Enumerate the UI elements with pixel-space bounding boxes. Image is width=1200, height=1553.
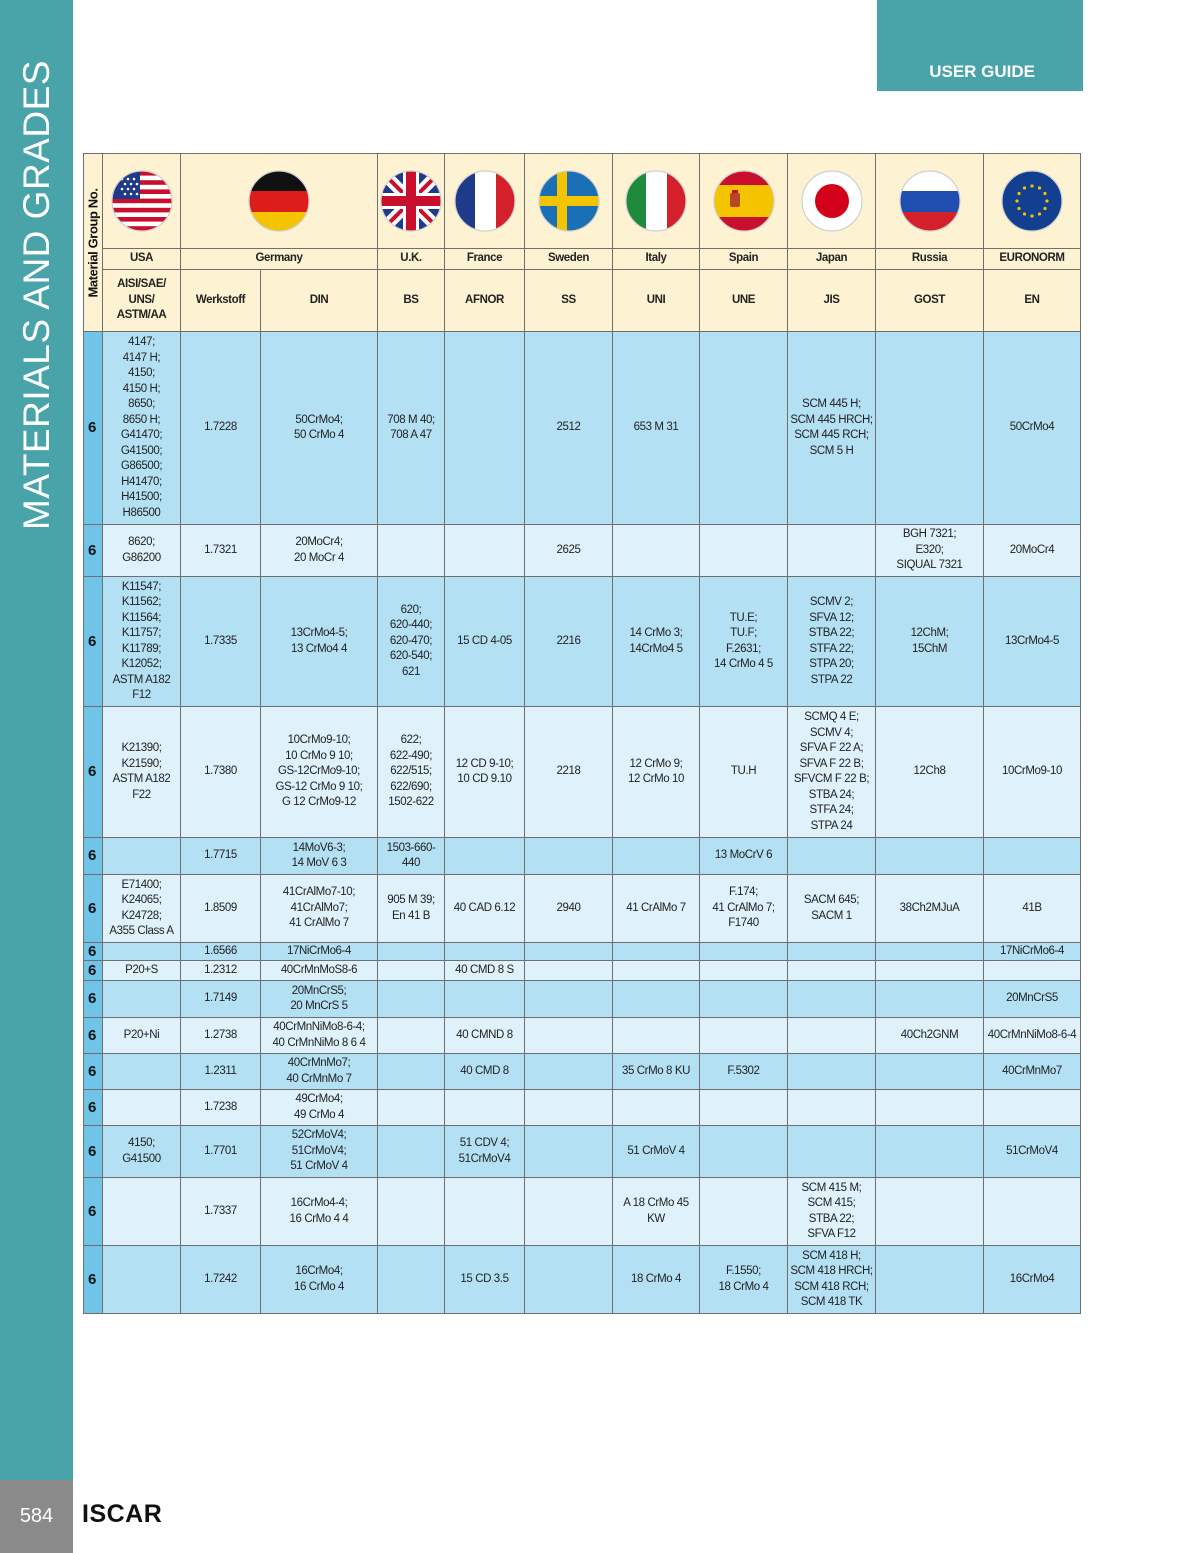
iscar-logo: ISCAR	[82, 1500, 163, 1528]
standard-din: DIN	[261, 270, 378, 332]
cell-bs: 905 M 39; En 41 B	[378, 875, 445, 943]
cell-bs	[378, 525, 445, 577]
cell-ss: 2940	[525, 875, 613, 943]
cell-gost: 12ChM; 15ChM	[876, 577, 984, 707]
cell-usa: P20+Ni	[103, 1018, 181, 1054]
cell-une: 13 MoCrV 6	[700, 838, 788, 875]
table-row	[84, 1178, 1081, 1246]
cell-usa	[103, 1246, 181, 1314]
cell-en: 40CrMnMo7	[984, 1054, 1081, 1090]
cell-en: 17NiCrMo6-4	[984, 943, 1081, 961]
cell-din: 49CrMo4; 49 CrMo 4	[261, 1090, 378, 1126]
cell-uni	[613, 961, 700, 981]
cell-une: TU.H	[700, 707, 788, 838]
cell-usa	[103, 943, 181, 961]
cell-gost	[876, 1090, 984, 1126]
cell-en: 41B	[984, 875, 1081, 943]
cell-usa	[103, 981, 181, 1018]
cell-ss	[525, 838, 613, 875]
cell-uni: 35 CrMo 8 KU	[613, 1054, 700, 1090]
cell-en: 50CrMo4	[984, 332, 1081, 525]
cell-une	[700, 1178, 788, 1246]
country-japan: Japan	[788, 249, 876, 270]
standard-une: UNE	[700, 270, 788, 332]
spain-flag-icon	[712, 169, 776, 233]
cell-jis: SCM 415 M; SCM 415; STBA 22; SFVA F12	[788, 1178, 876, 1246]
cell-une	[700, 1018, 788, 1054]
country-italy: Italy	[613, 249, 700, 270]
table-row	[84, 707, 1081, 838]
side-title: MATERIALS AND GRADES	[16, 60, 57, 530]
cell-afnor	[445, 943, 525, 961]
cell-din: 14MoV6-3; 14 MoV 6 3	[261, 838, 378, 875]
cell-bs	[378, 1054, 445, 1090]
cell-din: 52CrMoV4; 51CrMoV4; 51 CrMoV 4	[261, 1126, 378, 1178]
cell-gost	[876, 1178, 984, 1246]
cell-ss: 2218	[525, 707, 613, 838]
cell-din: 16CrMo4; 16 CrMo 4	[261, 1246, 378, 1314]
cell-jis: SCMQ 4 E; SCMV 4; SFVA F 22 A; SFVA F 22 B; SFVCM F 22 B; STBA 24; STFA 24; STPA 24	[788, 707, 876, 838]
standard-usa-label: AISI/SAE/ UNS/ ASTM/AA	[116, 278, 167, 322]
table-row	[84, 943, 1081, 961]
cell-ss	[525, 961, 613, 981]
table-row	[84, 981, 1081, 1018]
material-group-cell: 6	[84, 1178, 103, 1246]
cell-ss	[525, 943, 613, 961]
cell-werkstoff: 1.7701	[181, 1126, 261, 1178]
cell-gost	[876, 981, 984, 1018]
cell-uni	[613, 525, 700, 577]
cell-bs	[378, 1090, 445, 1126]
flag-cell-russia	[876, 154, 984, 249]
cell-en: 20MoCr4	[984, 525, 1081, 577]
grade-rows	[84, 332, 1081, 1314]
cell-afnor: 12 CD 9-10; 10 CD 9.10	[445, 707, 525, 838]
cell-ss: 2512	[525, 332, 613, 525]
country-russia: Russia	[876, 249, 984, 270]
cell-jis	[788, 838, 876, 875]
cell-gost	[876, 1054, 984, 1090]
cell-uni	[613, 981, 700, 1018]
country-france: France	[445, 249, 525, 270]
cell-werkstoff: 1.7715	[181, 838, 261, 875]
cell-werkstoff: 1.2312	[181, 961, 261, 981]
cell-afnor: 40 CAD 6.12	[445, 875, 525, 943]
cell-jis: SCM 418 H; SCM 418 HRCH; SCM 418 RCH; SCM 418 TK	[788, 1246, 876, 1314]
cell-ss	[525, 1126, 613, 1178]
user-guide-tab[interactable]	[877, 0, 1083, 91]
table-row	[84, 1054, 1081, 1090]
cell-bs	[378, 1126, 445, 1178]
table-row	[84, 838, 1081, 875]
cell-ss: 2625	[525, 525, 613, 577]
cell-din: 50CrMo4; 50 CrMo 4	[261, 332, 378, 525]
cell-uni	[613, 943, 700, 961]
cell-uni	[613, 1090, 700, 1126]
cell-jis	[788, 1090, 876, 1126]
cell-jis	[788, 1018, 876, 1054]
standard-uni: UNI	[613, 270, 700, 332]
cell-uni: 51 CrMoV 4	[613, 1126, 700, 1178]
flag-cell-usa	[103, 154, 181, 249]
cell-afnor	[445, 838, 525, 875]
cell-jis	[788, 1126, 876, 1178]
cell-gost	[876, 1246, 984, 1314]
russia-flag-icon	[898, 169, 962, 233]
cell-uni: 14 CrMo 3; 14CrMo4 5	[613, 577, 700, 707]
cell-afnor	[445, 525, 525, 577]
cell-ss	[525, 1246, 613, 1314]
country-uk: U.K.	[378, 249, 445, 270]
cell-jis: SCM 445 H; SCM 445 HRCH; SCM 445 RCH; SCM 5 H	[788, 332, 876, 525]
material-group-cell: 6	[84, 1246, 103, 1314]
cell-en: 20MnCrS5	[984, 981, 1081, 1018]
cell-usa: K11547; K11562; K11564; K11757; K11789; K12052; ASTM A182 F12	[103, 577, 181, 707]
cell-gost: BGH 7321; E320; SIQUAL 7321	[876, 525, 984, 577]
cell-werkstoff: 1.7242	[181, 1246, 261, 1314]
material-group-cell: 6	[84, 577, 103, 707]
cell-din: 17NiCrMo6-4	[261, 943, 378, 961]
cell-bs: 622; 622-490; 622/515; 622/690; 1502-622	[378, 707, 445, 838]
table-row	[84, 577, 1081, 707]
cell-une	[700, 961, 788, 981]
cell-jis	[788, 981, 876, 1018]
cell-bs	[378, 981, 445, 1018]
cell-werkstoff: 1.7149	[181, 981, 261, 1018]
cell-uni: 41 CrAlMo 7	[613, 875, 700, 943]
cell-jis: SACM 645; SACM 1	[788, 875, 876, 943]
eu-flag-icon	[1000, 169, 1064, 233]
cell-en	[984, 961, 1081, 981]
cell-bs	[378, 1018, 445, 1054]
table-row	[84, 1246, 1081, 1314]
flag-cell-germany	[181, 154, 378, 249]
cell-din: 20MnCrS5; 20 MnCrS 5	[261, 981, 378, 1018]
cell-usa: 4150; G41500	[103, 1126, 181, 1178]
cell-bs	[378, 1178, 445, 1246]
material-group-cell: 6	[84, 943, 103, 961]
flag-cell-italy	[613, 154, 700, 249]
cell-en: 51CrMoV4	[984, 1126, 1081, 1178]
cell-gost	[876, 838, 984, 875]
standard-werkstoff: Werkstoff	[181, 270, 261, 332]
cell-une	[700, 525, 788, 577]
cell-en	[984, 1178, 1081, 1246]
cell-afnor: 40 CMD 8 S	[445, 961, 525, 981]
table-row	[84, 961, 1081, 981]
cell-afnor: 15 CD 4-05	[445, 577, 525, 707]
cell-werkstoff: 1.7321	[181, 525, 261, 577]
standard-en: EN	[984, 270, 1081, 332]
table-row	[84, 875, 1081, 943]
table-row	[84, 1090, 1081, 1126]
cell-werkstoff: 1.7228	[181, 332, 261, 525]
cell-afnor	[445, 332, 525, 525]
cell-ss	[525, 981, 613, 1018]
cell-din: 16CrMo4-4; 16 CrMo 4 4	[261, 1178, 378, 1246]
cell-gost	[876, 943, 984, 961]
cell-gost	[876, 1126, 984, 1178]
country-sweden: Sweden	[525, 249, 613, 270]
cell-afnor	[445, 981, 525, 1018]
cell-uni: A 18 CrMo 45 KW	[613, 1178, 700, 1246]
cell-din: 40CrMnMoS8-6	[261, 961, 378, 981]
germany-flag-icon	[247, 169, 311, 233]
cell-werkstoff: 1.2311	[181, 1054, 261, 1090]
cell-une	[700, 943, 788, 961]
cell-en: 40CrMnNiMo8-6-4	[984, 1018, 1081, 1054]
cell-une: F.1550; 18 CrMo 4	[700, 1246, 788, 1314]
cell-afnor: 40 CMD 8	[445, 1054, 525, 1090]
cell-din: 41CrAlMo7-10; 41CrAlMo7; 41 CrAlMo 7	[261, 875, 378, 943]
cell-werkstoff: 1.7238	[181, 1090, 261, 1126]
cell-bs: 1503-660- 440	[378, 838, 445, 875]
cell-une: F.174; 41 CrAlMo 7; F1740	[700, 875, 788, 943]
page-number: 584	[0, 1480, 73, 1553]
cell-din: 10CrMo9-10; 10 CrMo 9 10; GS-12CrMo9-10; GS-12 CrMo 9 10; G 12 CrMo9-12	[261, 707, 378, 838]
material-group-cell: 6	[84, 981, 103, 1018]
cell-gost	[876, 961, 984, 981]
cell-werkstoff: 1.7335	[181, 577, 261, 707]
flag-cell-france	[445, 154, 525, 249]
cell-ss	[525, 1090, 613, 1126]
flag-cell-euronorm	[984, 154, 1081, 249]
cell-une: F.5302	[700, 1054, 788, 1090]
cell-afnor: 15 CD 3.5	[445, 1246, 525, 1314]
cell-din: 20MoCr4; 20 MoCr 4	[261, 525, 378, 577]
cell-jis	[788, 943, 876, 961]
cell-werkstoff: 1.7337	[181, 1178, 261, 1246]
cell-uni: 18 CrMo 4	[613, 1246, 700, 1314]
cell-usa: P20+S	[103, 961, 181, 981]
cell-ss: 2216	[525, 577, 613, 707]
cell-en: 13CrMo4-5	[984, 577, 1081, 707]
cell-usa	[103, 1178, 181, 1246]
material-group-cell: 6	[84, 1018, 103, 1054]
standard-bs: BS	[378, 270, 445, 332]
cell-en	[984, 838, 1081, 875]
cell-en: 10CrMo9-10	[984, 707, 1081, 838]
france-flag-icon	[453, 169, 517, 233]
table-row	[84, 332, 1081, 525]
cell-gost	[876, 332, 984, 525]
flag-cell-uk	[378, 154, 445, 249]
cell-din: 40CrMnMo7; 40 CrMnMo 7	[261, 1054, 378, 1090]
material-group-cell: 6	[84, 1090, 103, 1126]
cell-usa: E71400; K24065; K24728; A355 Class A	[103, 875, 181, 943]
cell-usa: K21390; K21590; ASTM A182 F22	[103, 707, 181, 838]
japan-flag-icon	[800, 169, 864, 233]
cell-ss	[525, 1178, 613, 1246]
cell-uni	[613, 838, 700, 875]
material-group-cell: 6	[84, 838, 103, 875]
cell-une: TU.E; TU.F; F.2631; 14 CrMo 4 5	[700, 577, 788, 707]
sweden-flag-icon	[537, 169, 601, 233]
flag-cell-sweden	[525, 154, 613, 249]
user-guide-label: USER GUIDE	[929, 62, 1035, 81]
material-group-cell: 6	[84, 707, 103, 838]
cell-uni	[613, 1018, 700, 1054]
cell-une	[700, 1126, 788, 1178]
material-group-header-label: Material Group No.	[85, 187, 101, 298]
cell-afnor	[445, 1090, 525, 1126]
cell-din: 40CrMnNiMo8-6-4; 40 CrMnNiMo 8 6 4	[261, 1018, 378, 1054]
cell-werkstoff: 1.7380	[181, 707, 261, 838]
flag-cell-japan	[788, 154, 876, 249]
standard-usa	[103, 270, 181, 332]
cell-usa	[103, 1090, 181, 1126]
cell-usa: 4147; 4147 H; 4150; 4150 H; 8650; 8650 H; G41470; G41500; G86500; H41470; H41500; H86500	[103, 332, 181, 525]
cell-uni: 12 CrMo 9; 12 CrMo 10	[613, 707, 700, 838]
cell-uni: 653 M 31	[613, 332, 700, 525]
cell-bs: 620; 620-440; 620-470; 620-540; 621	[378, 577, 445, 707]
italy-flag-icon	[624, 169, 688, 233]
cell-ss	[525, 1054, 613, 1090]
cell-ss	[525, 1018, 613, 1054]
country-germany: Germany	[181, 249, 378, 270]
cell-une	[700, 981, 788, 1018]
table-row	[84, 1126, 1081, 1178]
cell-jis	[788, 961, 876, 981]
country-euronorm: EURONORM	[984, 249, 1081, 270]
cell-werkstoff: 1.8509	[181, 875, 261, 943]
table-row	[84, 525, 1081, 577]
table-row	[84, 1018, 1081, 1054]
cell-gost: 38Ch2MJuA	[876, 875, 984, 943]
standard-jis: JIS	[788, 270, 876, 332]
flag-cell-spain	[700, 154, 788, 249]
material-group-cell: 6	[84, 961, 103, 981]
uk-flag-icon	[379, 169, 443, 233]
cell-usa	[103, 838, 181, 875]
country-usa: USA	[103, 249, 181, 270]
material-group-cell: 6	[84, 1126, 103, 1178]
standard-afnor: AFNOR	[445, 270, 525, 332]
materials-grades-table	[83, 153, 1081, 1314]
cell-une	[700, 1090, 788, 1126]
cell-afnor	[445, 1178, 525, 1246]
cell-gost: 12Ch8	[876, 707, 984, 838]
standard-ss: SS	[525, 270, 613, 332]
cell-werkstoff: 1.2738	[181, 1018, 261, 1054]
cell-jis	[788, 1054, 876, 1090]
cell-une	[700, 332, 788, 525]
cell-afnor: 51 CDV 4; 51CrMoV4	[445, 1126, 525, 1178]
cell-en: 16CrMo4	[984, 1246, 1081, 1314]
material-group-header	[84, 154, 103, 332]
cell-gost: 40Ch2GNM	[876, 1018, 984, 1054]
cell-jis: SCMV 2; SFVA 12; STBA 22; STFA 22; STPA 20; STPA 22	[788, 577, 876, 707]
cell-afnor: 40 CMND 8	[445, 1018, 525, 1054]
cell-din: 13CrMo4-5; 13 CrMo4 4	[261, 577, 378, 707]
usa-flag-icon	[110, 169, 174, 233]
country-spain: Spain	[700, 249, 788, 270]
cell-bs	[378, 1246, 445, 1314]
cell-bs	[378, 961, 445, 981]
material-group-cell: 6	[84, 1054, 103, 1090]
material-group-cell: 6	[84, 525, 103, 577]
standard-gost: GOST	[876, 270, 984, 332]
cell-werkstoff: 1.6566	[181, 943, 261, 961]
cell-bs: 708 M 40; 708 A 47	[378, 332, 445, 525]
cell-usa: 8620; G86200	[103, 525, 181, 577]
cell-jis	[788, 525, 876, 577]
material-group-cell: 6	[84, 332, 103, 525]
cell-en	[984, 1090, 1081, 1126]
cell-usa	[103, 1054, 181, 1090]
cell-bs	[378, 943, 445, 961]
material-group-cell: 6	[84, 875, 103, 943]
